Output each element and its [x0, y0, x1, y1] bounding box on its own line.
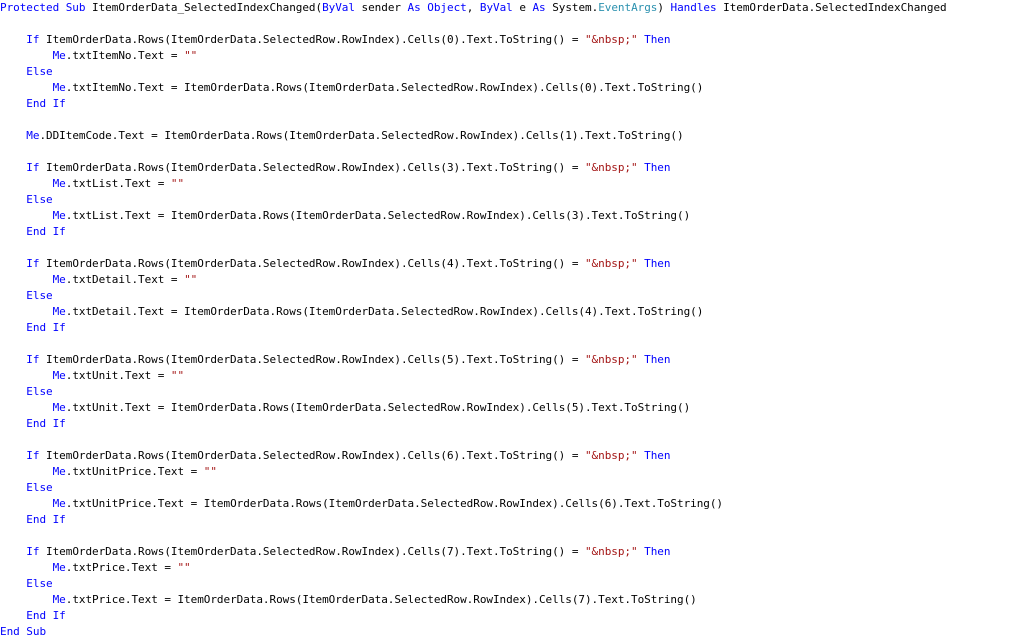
code-token: [0, 545, 26, 558]
code-token: If: [26, 353, 40, 366]
code-line: [0, 544, 670, 560]
code-line: [0, 64, 53, 80]
code-token: [0, 385, 26, 398]
code-line: [0, 368, 184, 384]
code-token: [46, 321, 53, 334]
code-token: Then: [644, 161, 671, 174]
code-token: If: [52, 513, 66, 526]
code-token: Then: [644, 33, 671, 46]
code-token: End: [26, 513, 47, 526]
code-line: [0, 608, 66, 624]
code-token: Me: [52, 273, 66, 286]
code-token: Else: [26, 385, 53, 398]
code-token: As: [532, 1, 546, 14]
code-token: [0, 289, 26, 302]
code-token: [0, 561, 53, 574]
code-line: [0, 448, 670, 464]
code-token: [0, 305, 53, 318]
code-token: .txtPrice.Text =: [65, 561, 178, 574]
code-token: [0, 577, 26, 590]
code-token: "&nbsp;": [584, 161, 638, 174]
code-token: .txtUnit.Text =: [65, 369, 171, 382]
code-line: [0, 592, 697, 608]
code-token: [0, 193, 26, 206]
code-token: End: [0, 625, 20, 638]
code-token: .txtUnit.Text = ItemOrderData.Rows(ItemOrderData.SelectedRow.RowIndex).Cells(5).Text.ToString(): [65, 401, 691, 414]
code-token: If: [26, 33, 40, 46]
code-token: .txtUnitPrice.Text =: [65, 465, 204, 478]
code-token: [0, 209, 53, 222]
code-token: If: [26, 449, 40, 462]
code-token: "&nbsp;": [584, 33, 638, 46]
code-token: Then: [644, 449, 671, 462]
code-token: [59, 1, 66, 14]
code-token: "&nbsp;": [584, 545, 638, 558]
code-token: .txtItemNo.Text = ItemOrderData.Rows(ItemOrderData.SelectedRow.RowIndex).Cells(0).Text.ToString(): [65, 81, 704, 94]
code-token: [0, 129, 26, 142]
code-token: ItemOrderData.Rows(ItemOrderData.SelectedRow.RowIndex).Cells(5).Text.ToString() =: [39, 353, 585, 366]
code-token: [0, 177, 53, 190]
code-token: [0, 417, 26, 430]
code-token: End: [26, 417, 47, 430]
code-token: [0, 593, 53, 606]
code-token: ItemOrderData.Rows(ItemOrderData.SelectedRow.RowIndex).Cells(7).Text.ToString() =: [39, 545, 585, 558]
code-token: Then: [644, 257, 671, 270]
code-token: [0, 97, 26, 110]
code-token: [0, 65, 26, 78]
code-token: [0, 273, 53, 286]
code-token: End: [26, 609, 47, 622]
code-token: [46, 513, 53, 526]
code-token: [0, 401, 53, 414]
code-line: [0, 496, 723, 512]
code-token: [46, 97, 53, 110]
code-token: ,: [466, 1, 480, 14]
code-token: If: [26, 161, 40, 174]
code-line: [0, 80, 703, 96]
code-token: Me: [52, 561, 66, 574]
code-token: ItemOrderData.Rows(ItemOrderData.SelectedRow.RowIndex).Cells(0).Text.ToString() =: [39, 33, 585, 46]
code-token: Sub: [65, 1, 86, 14]
code-line: [0, 480, 53, 496]
code-token: [0, 225, 26, 238]
code-line: [0, 224, 66, 240]
code-line: [0, 512, 66, 528]
code-line: [0, 0, 947, 16]
code-token: Me: [52, 465, 66, 478]
code-token: Me: [52, 305, 66, 318]
code-token: Else: [26, 65, 53, 78]
code-token: .txtDetail.Text = ItemOrderData.Rows(ItemOrderData.SelectedRow.RowIndex).Cells(4).Text.ToString(): [65, 305, 704, 318]
code-token: ItemOrderData.SelectedIndexChanged: [716, 1, 947, 14]
code-token: As: [407, 1, 421, 14]
code-line: [0, 128, 684, 144]
code-line: [0, 304, 703, 320]
code-line: [0, 400, 690, 416]
code-token: [0, 513, 26, 526]
code-token: [0, 609, 26, 622]
code-token: Me: [52, 81, 66, 94]
code-token: .txtItemNo.Text =: [65, 49, 185, 62]
code-token: sender: [354, 1, 408, 14]
code-line: [0, 416, 66, 432]
code-token: Me: [52, 593, 66, 606]
code-token: e: [512, 1, 533, 14]
code-token: [0, 369, 53, 382]
code-token: Else: [26, 577, 53, 590]
code-token: Else: [26, 289, 53, 302]
code-token: ByVal: [322, 1, 355, 14]
code-line: [0, 160, 670, 176]
code-token: ItemOrderData_SelectedIndexChanged(: [85, 1, 323, 14]
code-token: If: [52, 97, 66, 110]
code-token: Then: [644, 545, 671, 558]
code-token: [46, 609, 53, 622]
code-token: [0, 321, 26, 334]
code-token: If: [52, 417, 66, 430]
code-token: .DDItemCode.Text = ItemOrderData.Rows(ItemOrderData.SelectedRow.RowIndex).Cells(1).Text.ToString(): [39, 129, 684, 142]
code-token: Sub: [26, 625, 47, 638]
code-token: ItemOrderData.Rows(ItemOrderData.SelectedRow.RowIndex).Cells(6).Text.ToString() =: [39, 449, 585, 462]
code-token: Me: [26, 129, 40, 142]
code-line: [0, 48, 197, 64]
code-token: "": [177, 561, 191, 574]
code-token: Handles: [670, 1, 717, 14]
code-token: [0, 449, 26, 462]
code-token: .txtUnitPrice.Text = ItemOrderData.Rows(ItemOrderData.SelectedRow.RowIndex).Cells(6).Text.ToString(): [65, 497, 724, 510]
code-token: [0, 33, 26, 46]
code-line: [0, 320, 66, 336]
code-token: [0, 161, 26, 174]
code-line: [0, 576, 53, 592]
code-token: "": [184, 49, 198, 62]
code-token: [0, 497, 53, 510]
code-line: [0, 192, 53, 208]
code-token: [46, 417, 53, 430]
code-token: End: [26, 225, 47, 238]
code-token: If: [52, 321, 66, 334]
code-token: ByVal: [479, 1, 513, 14]
code-token: Then: [644, 353, 671, 366]
code-token: [0, 465, 53, 478]
code-line: [0, 288, 53, 304]
code-token: If: [26, 257, 40, 270]
code-token: Me: [52, 177, 66, 190]
code-token: .txtPrice.Text = ItemOrderData.Rows(ItemOrderData.SelectedRow.RowIndex).Cells(7).Text.ToString(): [65, 593, 697, 606]
code-token: If: [26, 545, 40, 558]
code-line: [0, 256, 670, 272]
code-line: [0, 32, 670, 48]
code-line: [0, 384, 53, 400]
code-token: ItemOrderData.Rows(ItemOrderData.SelectedRow.RowIndex).Cells(4).Text.ToString() =: [39, 257, 585, 270]
code-token: Me: [52, 49, 66, 62]
code-line: [0, 352, 670, 368]
code-token: Me: [52, 369, 66, 382]
code-token: Else: [26, 193, 53, 206]
code-token: EventArgs: [598, 1, 658, 14]
code-token: ItemOrderData.Rows(ItemOrderData.SelectedRow.RowIndex).Cells(3).Text.ToString() =: [39, 161, 585, 174]
code-token: "&nbsp;": [584, 257, 638, 270]
code-token: Else: [26, 481, 53, 494]
code-token: "&nbsp;": [584, 353, 638, 366]
code-token: .txtList.Text =: [65, 177, 171, 190]
code-token: [0, 353, 26, 366]
code-token: [0, 257, 26, 270]
code-token: Object: [427, 1, 467, 14]
code-line: [0, 208, 690, 224]
code-line: [0, 560, 191, 576]
code-token: Me: [52, 497, 66, 510]
code-token: End: [26, 321, 47, 334]
code-token: If: [52, 609, 66, 622]
code-line: [0, 464, 217, 480]
code-token: Me: [52, 401, 66, 414]
code-token: .txtList.Text = ItemOrderData.Rows(ItemOrderData.SelectedRow.RowIndex).Cells(3).Text.ToString(): [65, 209, 691, 222]
code-token: "": [203, 465, 217, 478]
code-token: [0, 481, 26, 494]
code-token: [0, 81, 53, 94]
code-token: [46, 225, 53, 238]
code-token: Protected: [0, 1, 60, 14]
code-token: "": [170, 369, 185, 382]
code-line: [0, 624, 46, 640]
code-token: Me: [52, 209, 66, 222]
code-token: If: [52, 225, 66, 238]
code-token: End: [26, 97, 47, 110]
code-line: [0, 96, 66, 112]
code-token: "&nbsp;": [584, 449, 638, 462]
code-token: [0, 49, 53, 62]
code-token: ): [657, 1, 671, 14]
code-token: "": [170, 177, 185, 190]
code-line: [0, 272, 197, 288]
code-token: .txtDetail.Text =: [65, 273, 185, 286]
code-token: "": [184, 273, 198, 286]
code-token: System.: [545, 1, 599, 14]
code-line: [0, 176, 184, 192]
